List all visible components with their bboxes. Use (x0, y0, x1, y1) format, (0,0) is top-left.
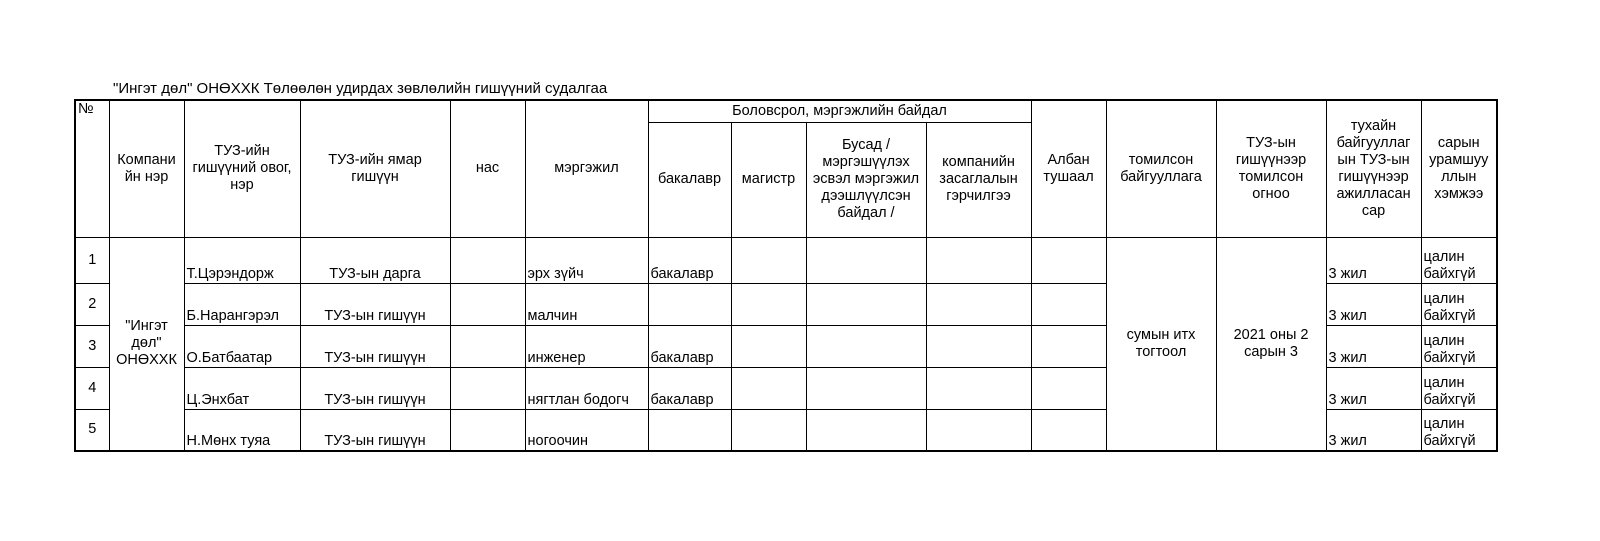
bachelor-cell: бакалавр (648, 325, 731, 367)
age-cell (450, 367, 525, 409)
col-header-education-group: Боловсрол, мэргэжлийн байдал (648, 100, 1031, 122)
member-type-cell: ТУЗ-ын гишүүн (300, 367, 450, 409)
position-cell (1031, 237, 1106, 283)
governance-cert-cell (926, 367, 1031, 409)
header-row-1 (75, 100, 1497, 122)
position-cell (1031, 325, 1106, 367)
member-type-cell: ТУЗ-ын гишүүн (300, 409, 450, 451)
col-header-appointing-org: томилсон байгууллага (1106, 100, 1216, 237)
board-members-table (74, 99, 1498, 452)
governance-cert-cell (926, 283, 1031, 325)
other-prof-cell (806, 409, 926, 451)
col-header-months-served: тухайн байгууллаг ын ТУЗ-ын гишүүнээр ажилласан сар (1326, 100, 1421, 237)
months-served-cell: 3 жил (1326, 283, 1421, 325)
col-header-no: № (75, 100, 109, 237)
col-header-other-prof: Бусад /мэргэшүүлэх эсвэл мэргэжил дээшлүүлсэн байдал / (806, 122, 926, 237)
col-header-master: магистр (731, 122, 806, 237)
bachelor-cell (648, 283, 731, 325)
col-header-member-type: ТУЗ-ийн ямар гишүүн (300, 100, 450, 237)
row-number: 2 (75, 283, 109, 325)
bonus-cell: цалин байхгүй (1421, 325, 1497, 367)
col-header-governance-cert: компанийн засаглалын гэрчилгээ (926, 122, 1031, 237)
col-header-appoint-date: ТУЗ-ын гишүүнээр томилсон огноо (1216, 100, 1326, 237)
other-prof-cell (806, 237, 926, 283)
position-cell (1031, 409, 1106, 451)
profession-cell: инженер (525, 325, 648, 367)
member-name-cell: Ц.Энхбат (184, 367, 300, 409)
master-cell (731, 367, 806, 409)
bonus-cell: цалин байхгүй (1421, 409, 1497, 451)
col-header-profession: мэргэжил (525, 100, 648, 237)
master-cell (731, 409, 806, 451)
col-header-company: Компани йн нэр (109, 100, 184, 237)
member-name-cell: Б.Нарангэрэл (184, 283, 300, 325)
table-row (75, 237, 1497, 283)
member-type-cell: ТУЗ-ын гишүүн (300, 283, 450, 325)
bonus-cell: цалин байхгүй (1421, 237, 1497, 283)
appointing-org-cell: сумын итх тогтоол (1106, 237, 1216, 451)
profession-cell: ногоочин (525, 409, 648, 451)
bachelor-cell: бакалавр (648, 367, 731, 409)
member-name-cell: О.Батбаатар (184, 325, 300, 367)
age-cell (450, 283, 525, 325)
col-header-member-name: ТУЗ-ийн гишүүний овог, нэр (184, 100, 300, 237)
appoint-date-cell: 2021 оны 2 сарын 3 (1216, 237, 1326, 451)
master-cell (731, 325, 806, 367)
bonus-cell: цалин байхгүй (1421, 367, 1497, 409)
other-prof-cell (806, 367, 926, 409)
months-served-cell: 3 жил (1326, 367, 1421, 409)
other-prof-cell (806, 325, 926, 367)
col-header-bachelor: бакалавр (648, 122, 731, 237)
age-cell (450, 325, 525, 367)
bachelor-cell: бакалавр (648, 237, 731, 283)
governance-cert-cell (926, 409, 1031, 451)
col-header-age: нас (450, 100, 525, 237)
bonus-cell: цалин байхгүй (1421, 283, 1497, 325)
months-served-cell: 3 жил (1326, 325, 1421, 367)
member-name-cell: Т.Цэрэндорж (184, 237, 300, 283)
profession-cell: нягтлан бодогч (525, 367, 648, 409)
profession-cell: малчин (525, 283, 648, 325)
col-header-bonus: сарын урамшуу ллын хэмжээ (1421, 100, 1497, 237)
profession-cell: эрх зүйч (525, 237, 648, 283)
governance-cert-cell (926, 325, 1031, 367)
company-name-cell: "Ингэт дөл" ОНӨХХК (109, 237, 184, 451)
sheet-title: "Ингэт дөл" ОНӨХХК Төлөөлөн удирдах зөвлөлийн гишүүний судалгаа (113, 80, 608, 97)
row-number: 1 (75, 237, 109, 283)
master-cell (731, 283, 806, 325)
position-cell (1031, 283, 1106, 325)
member-type-cell: ТУЗ-ын гишүүн (300, 325, 450, 367)
row-number: 3 (75, 325, 109, 367)
other-prof-cell (806, 283, 926, 325)
row-number: 4 (75, 367, 109, 409)
months-served-cell: 3 жил (1326, 409, 1421, 451)
bachelor-cell (648, 409, 731, 451)
position-cell (1031, 367, 1106, 409)
member-type-cell: ТУЗ-ын дарга (300, 237, 450, 283)
member-name-cell: Н.Мөнх туяа (184, 409, 300, 451)
row-number: 5 (75, 409, 109, 451)
age-cell (450, 409, 525, 451)
age-cell (450, 237, 525, 283)
col-header-position: Албан тушаал (1031, 100, 1106, 237)
master-cell (731, 237, 806, 283)
governance-cert-cell (926, 237, 1031, 283)
months-served-cell: 3 жил (1326, 237, 1421, 283)
